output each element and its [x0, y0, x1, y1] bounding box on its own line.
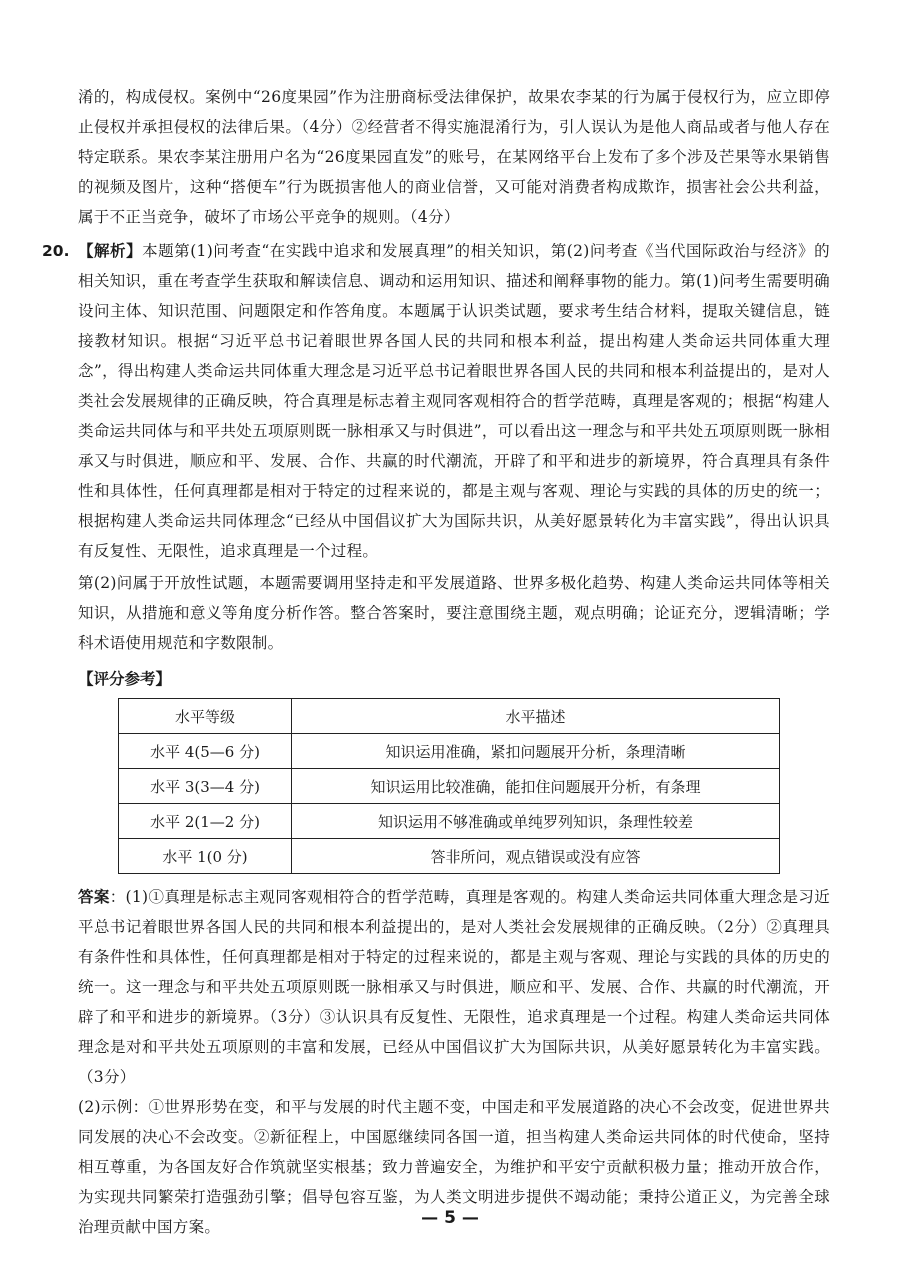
top-paragraph: 淆的，构成侵权。案例中“26度果园”作为注册商标受法律保护，故果农李某的行为属于侵权行为，应立即停止侵权并承担侵权的法律后果。（4分）②经营者不得实施混淆行为，引人误认为是他人商品或者与他人存在特定联系。果农李某注册用户名为“26度果园直发”的账号，在某网络平台上发布了多个涉及芒果等水果销售的视频及图片，这种“搭便车”行为既损害他人的商业信誉，又可能对消费者构成欺诈，损害社会公共利益，属于不正当竞争，破坏了市场公平竞争的规则。（4分）: [78, 88, 830, 226]
rubric-level-cell: 水平 1(0 分): [119, 839, 292, 874]
answer-text-1: ：(1)①真理是标志主观同客观相符合的哲学范畴，真理是客观的。构建人类命运共同体重大理念是习近平总书记着眼世界各国人民的共同和根本利益提出的，是对人类社会发展规律的正确反映。（2分）②真理具有条件性和具体性，任何真理都是相对于特定的过程来说的，都是主观与客观、理论与实践的具体的历史的统一。这一理念与和平共处五项原则既一脉相承又与时俱进，顺应和平、发展、合作、共赢的时代潮流，开辟了和平和进步的新境界。（3分）③认识具有反复性、无限性，追求真理是一个过程。构建人类命运共同体理念是对和平共处五项原则的丰富和发展，已经从中国倡议扩大为国际共识，从美好愿景转化为丰富实践。（3分）: [78, 888, 830, 1086]
analysis-tag: 【解析】: [78, 242, 143, 260]
answer-paragraph-2: (2)示例：①世界形势在变，和平与发展的时代主题不变，中国走和平发展道路的决心不会改变，促进世界共同发展的决心不会改变。②新征程上，中国愿继续同各国一道，担当构建人类命运共同体的时代使命，坚持相互尊重，为各国友好合作筑就坚实根基；致力普遍安全，为维护和平安宁贡献积极力量；推动开放合作，为实现共同繁荣打造强劲引擎；倡导包容互鉴，为人类文明进步提供不竭动能；秉持公道正义，为完善全球治理贡献中国方案。: [78, 1098, 830, 1236]
rubric-title: 【评分参考】: [78, 670, 172, 688]
rubric-level-cell: 水平 4(5—6 分): [119, 734, 292, 769]
rubric-description-cell: 知识运用准确，紧扣问题展开分析，条理清晰: [292, 734, 780, 769]
rubric-table: [118, 698, 780, 874]
answer-label: 答案: [78, 888, 110, 906]
rubric-description-cell: 知识运用比较准确，能扣住问题展开分析，有条理: [292, 769, 780, 804]
rubric-level-cell: 水平 2(1—2 分): [119, 804, 292, 839]
table-row: [119, 769, 780, 804]
analysis-paragraph-2: 第(2)问属于开放性试题，本题需要调用坚持走和平发展道路、世界多极化趋势、构建人类命运共同体等相关知识，从措施和意义等角度分析作答。整合答案时，要注意围绕主题，观点明确；论证充分，逻辑清晰；学科术语使用规范和字数限制。: [78, 574, 830, 652]
analysis-paragraph: [78, 236, 830, 566]
rubric-header-level: 水平等级: [119, 699, 292, 734]
rubric-level-cell: 水平 3(3—4 分): [119, 769, 292, 804]
page-content: [42, 82, 830, 1242]
rubric-description-cell: 答非所问，观点错误或没有应答: [292, 839, 780, 874]
rubric-header-row: [119, 699, 780, 734]
rubric-description-cell: 知识运用不够准确或单纯罗列知识，条理性较差: [292, 804, 780, 839]
table-row: [119, 804, 780, 839]
rubric-header-description: 水平描述: [292, 699, 780, 734]
question-20: [42, 236, 830, 1242]
answer-paragraph-1: [78, 882, 830, 1092]
table-row: [119, 839, 780, 874]
analysis-text: 本题第(1)问考查“在实践中追求和发展真理”的相关知识，第(2)问考查《当代国际政治与经济》的相关知识，重在考查学生获取和解读信息、调动和运用知识、描述和阐释事物的能力。第(1)问考生需要明确设问主体、知识范围、问题限定和作答角度。本题属于认识类试题，要求考生结合材料，提取关键信息，链接教材知识。根据“习近平总书记着眼世界各国人民的共同和根本利益，提出构建人类命运共同体重大理念”，得出构建人类命运共同体重大理念是习近平总书记着眼世界各国人民的共同和根本利益提出的，是对人类社会发展规律的正确反映，符合真理是标志着主观同客观相符合的哲学范畴，真理是客观的；根据“构建人类命运共同体与和平共处五项原则既一脉相承又与时俱进”，可以看出这一理念与和平共处五项原则既一脉相承又与时俱进，顺应和平、发展、合作、共赢的时代潮流，开辟了和平和进步的新境界，符合真理具有条件性和具体性，任何真理都是相对于特定的过程来说的，都是主观与客观、理论与实践的具体的历史的统一；根据构建人类命运共同体理念“已经从中国倡议扩大为国际共识，从美好愿景转化为丰富实践”，得出认识具有反复性、无限性，追求真理是一个过程。: [78, 242, 830, 560]
page-number: — 5 —: [421, 1208, 479, 1228]
table-row: [119, 734, 780, 769]
question-number: 20.: [42, 242, 70, 260]
